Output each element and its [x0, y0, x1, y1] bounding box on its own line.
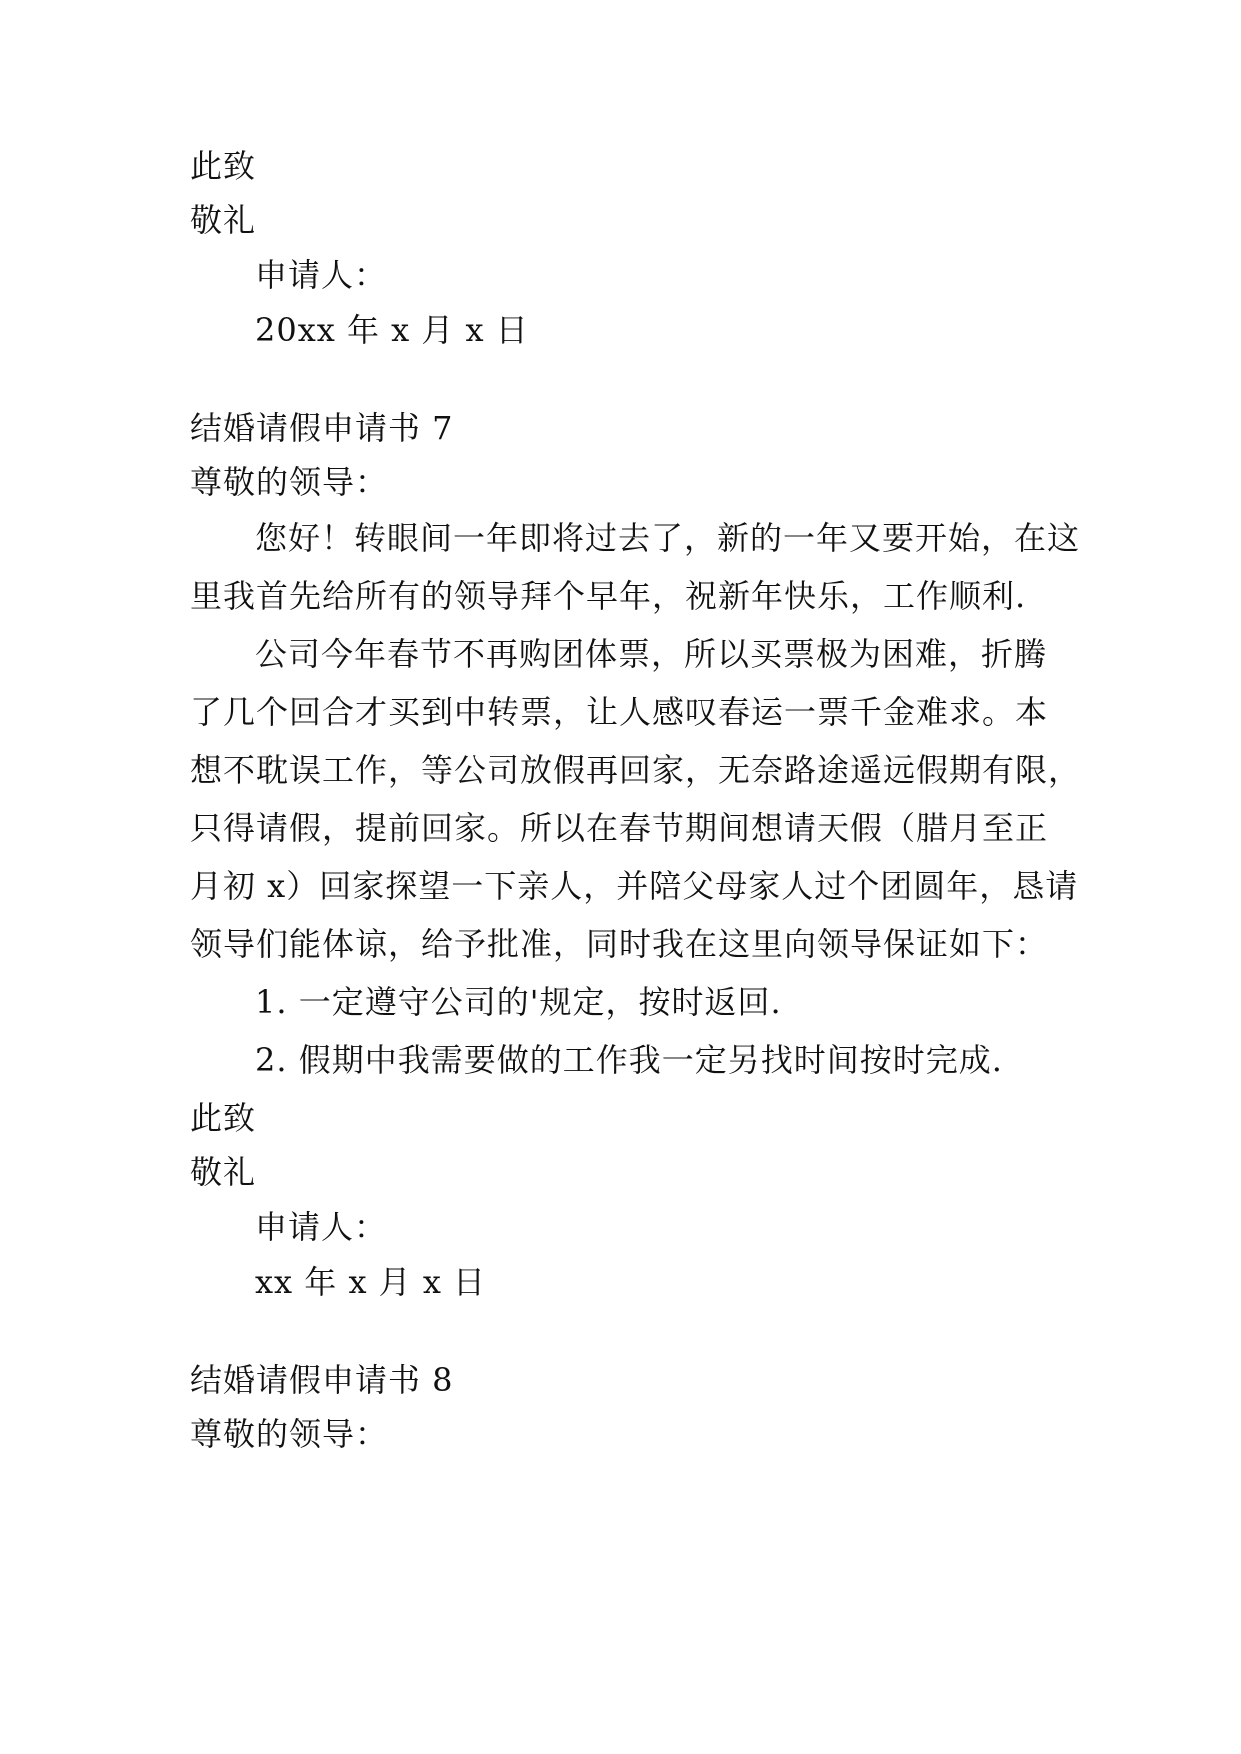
applicant-label: 申请人：: [255, 1208, 388, 1246]
paragraph-2-line-2: 了几个回合才买到中转票，让人感叹春运一票千金难求。本: [190, 693, 1049, 731]
paragraph-2-line-3: 想不耽误工作，等公司放假再回家，无奈路途遥远假期有限，: [190, 751, 1082, 789]
applicant-label: 申请人：: [255, 256, 388, 294]
paragraph-2-line-4: 只得请假，提前回家。所以在春节期间想请天假（腊月至正: [190, 809, 1049, 847]
salutation-8: 尊敬的领导：: [190, 1415, 389, 1453]
date-line: 20xx 年 x 月 x 日: [255, 311, 529, 349]
paragraph-2-line-5: 月初 x）回家探望一下亲人，并陪父母家人过个团圆年，恳请: [190, 867, 1079, 905]
closing-line-2: 敬礼: [190, 201, 257, 239]
list-item-1: 1. 一定遵守公司的'规定，按时返回.: [255, 983, 782, 1021]
closing-line-2: 敬礼: [190, 1153, 257, 1191]
section-title-8: 结婚请假申请书 8: [190, 1361, 454, 1399]
list-item-2: 2. 假期中我需要做的工作我一定另找时间按时完成.: [255, 1041, 1003, 1079]
paragraph-1-line-2: 里我首先给所有的领导拜个早年，祝新年快乐，工作顺利.: [190, 577, 1027, 615]
date-line: xx 年 x 月 x 日: [255, 1263, 487, 1301]
closing-line-1: 此致: [190, 1099, 257, 1137]
salutation-7: 尊敬的领导：: [190, 463, 389, 501]
section-title-7: 结婚请假申请书 7: [190, 409, 454, 447]
paragraph-1-line-1: 您好！转眼间一年即将过去了，新的一年又要开始，在这: [255, 519, 1081, 557]
paragraph-2-line-1: 公司今年春节不再购团体票，所以买票极为困难，折腾: [255, 635, 1048, 673]
paragraph-2-line-6: 领导们能体谅，给予批准，同时我在这里向领导保证如下：: [190, 925, 1049, 963]
closing-line-1: 此致: [190, 147, 257, 185]
